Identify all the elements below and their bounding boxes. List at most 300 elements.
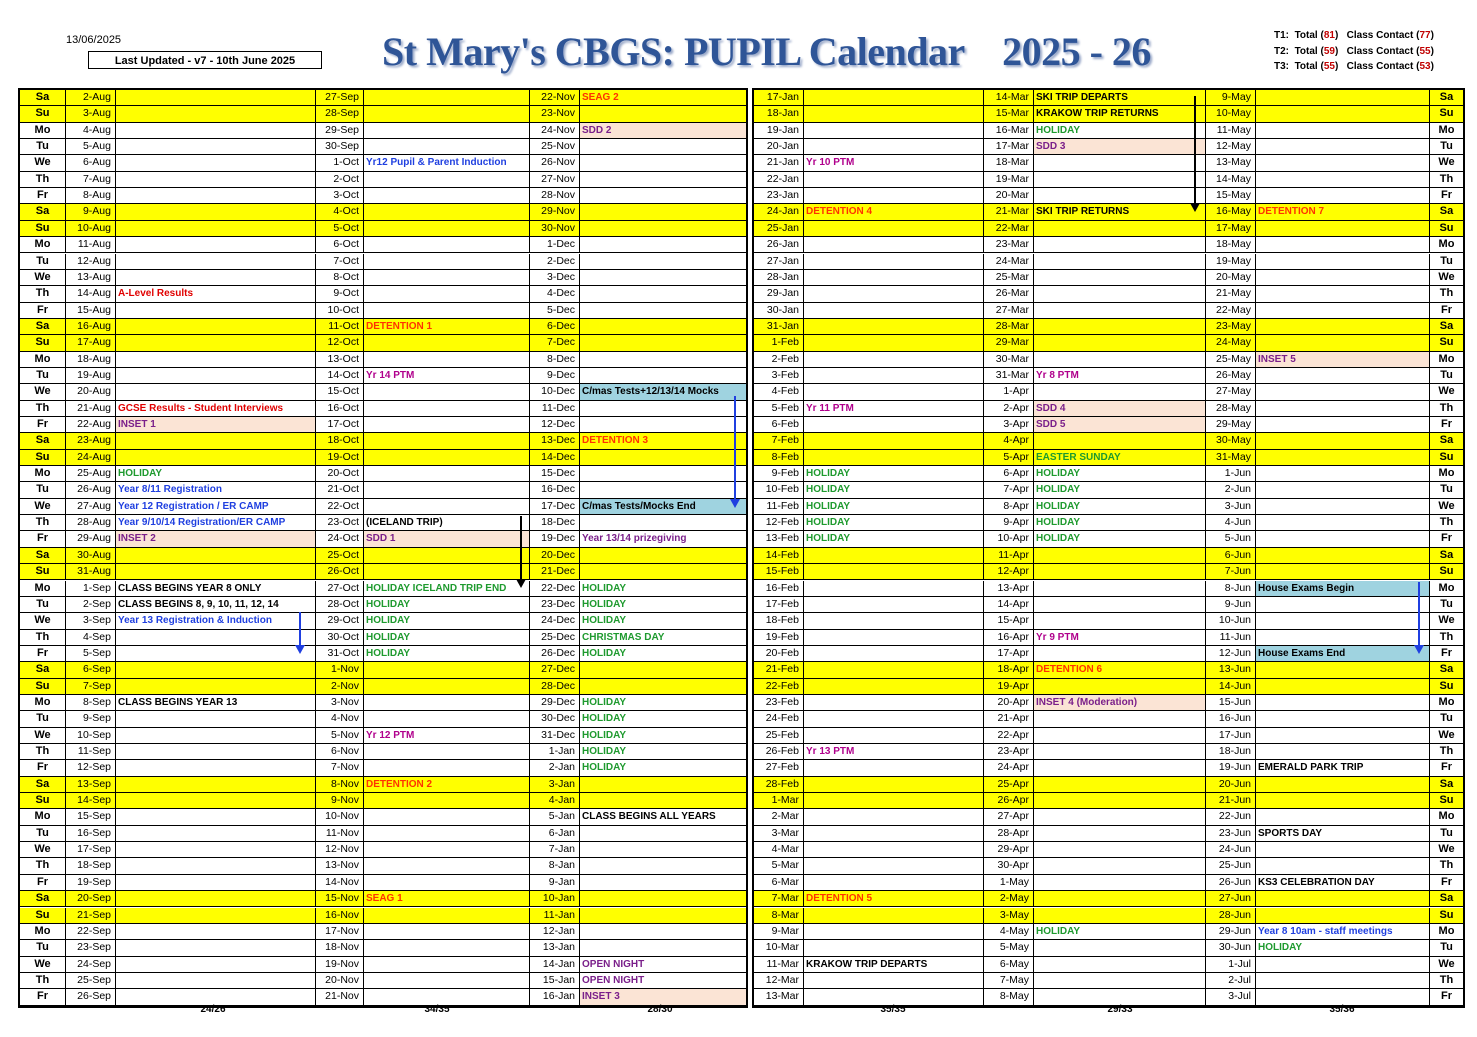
day-cell: Th bbox=[1439, 401, 1454, 414]
term-total-line bbox=[1274, 28, 1434, 44]
page-title: St Mary's CBGS: PUPIL Calendar 2025 - 26 bbox=[382, 29, 1151, 74]
event-cell bbox=[804, 319, 984, 334]
event-cell bbox=[1256, 319, 1430, 334]
span-arrow-icon bbox=[299, 612, 301, 652]
date-cell: 22-Mar bbox=[984, 221, 1034, 236]
table-row bbox=[20, 793, 746, 809]
date-cell: 25-Sep bbox=[66, 973, 116, 988]
event-cell: C/mas Tests+12/13/14 Mocks bbox=[580, 384, 746, 399]
day-cell: Mo bbox=[20, 695, 66, 710]
date-cell: 2-Apr bbox=[984, 401, 1034, 416]
event-cell bbox=[364, 335, 530, 350]
last-updated-box: Last Updated - v7 - 10th June 2025 bbox=[88, 51, 322, 69]
table-row bbox=[754, 139, 1463, 155]
table-row bbox=[20, 842, 746, 858]
day-cell: Sa bbox=[20, 204, 66, 219]
event-cell bbox=[804, 254, 984, 269]
table-row bbox=[20, 499, 746, 515]
event-cell bbox=[364, 221, 530, 236]
date-cell: 18-Aug bbox=[66, 352, 116, 367]
table-row bbox=[754, 973, 1463, 989]
date-cell: 20-Dec bbox=[530, 548, 580, 563]
date-cell: 6-Apr bbox=[984, 466, 1034, 481]
date-cell: 17-Mar bbox=[984, 139, 1034, 154]
date-cell: 9-Jan bbox=[530, 875, 580, 890]
term-total-part bbox=[1338, 61, 1346, 72]
event-cell: HOLIDAY bbox=[1256, 940, 1430, 955]
date-cell: 22-Jun bbox=[1206, 809, 1256, 824]
day-cell: Fr bbox=[1441, 189, 1452, 202]
date-cell: 1-Jan bbox=[530, 744, 580, 759]
date-cell: 14-Dec bbox=[530, 450, 580, 465]
date-cell: 17-Jun bbox=[1206, 728, 1256, 743]
event-cell: Year 13 Registration & Induction bbox=[116, 613, 316, 628]
event-cell bbox=[804, 630, 984, 645]
day-cell: Mo bbox=[20, 466, 66, 481]
event-cell bbox=[804, 384, 984, 399]
event-cell bbox=[116, 858, 316, 873]
date-cell: 29-Mar bbox=[984, 335, 1034, 350]
day-cell: We bbox=[20, 155, 66, 170]
table-row bbox=[754, 613, 1463, 629]
event-cell bbox=[116, 433, 316, 448]
date-cell: 27-Apr bbox=[984, 809, 1034, 824]
event-cell bbox=[364, 352, 530, 367]
date-cell: 2-Jan bbox=[530, 760, 580, 775]
event-cell: Yr 12 PTM bbox=[364, 728, 530, 743]
date-cell: 8-Jun bbox=[1206, 581, 1256, 596]
event-cell bbox=[1256, 531, 1430, 546]
date-cell: 25-Feb bbox=[754, 728, 804, 743]
date-cell: 29-Oct bbox=[316, 613, 364, 628]
table-row bbox=[754, 662, 1463, 678]
date-cell: 31-Dec bbox=[530, 728, 580, 743]
day-cell: Tu bbox=[20, 826, 66, 841]
date-cell: 1-Dec bbox=[530, 237, 580, 252]
event-cell bbox=[1034, 221, 1206, 236]
event-cell bbox=[364, 989, 530, 1004]
table-row bbox=[754, 188, 1463, 204]
day-cell: Sa bbox=[1439, 663, 1454, 676]
date-cell: 3-Jun bbox=[1206, 499, 1256, 514]
event-cell: SKI TRIP DEPARTS bbox=[1034, 90, 1206, 105]
table-row bbox=[754, 254, 1463, 270]
day-cell: We bbox=[20, 270, 66, 285]
event-cell bbox=[1034, 155, 1206, 170]
date-cell: 1-Sep bbox=[66, 581, 116, 596]
date-cell: 29-Jan bbox=[754, 286, 804, 301]
event-cell bbox=[1256, 466, 1430, 481]
event-cell bbox=[580, 155, 746, 170]
event-cell bbox=[580, 940, 746, 955]
event-cell bbox=[804, 908, 984, 923]
day-cell: Th bbox=[1439, 516, 1454, 529]
event-cell bbox=[580, 548, 746, 563]
date-cell: 23-Dec bbox=[530, 597, 580, 612]
event-cell: HOLIDAY bbox=[1034, 499, 1206, 514]
date-cell: 11-Apr bbox=[984, 548, 1034, 563]
date-cell: 23-Mar bbox=[984, 237, 1034, 252]
date-cell: 8-May bbox=[984, 989, 1034, 1004]
date-cell: 8-Oct bbox=[316, 270, 364, 285]
date-cell: 23-Nov bbox=[530, 106, 580, 121]
event-cell bbox=[116, 760, 316, 775]
date-cell: 9-Mar bbox=[754, 924, 804, 939]
event-cell bbox=[1256, 564, 1430, 579]
date-cell: 19-Jan bbox=[754, 123, 804, 138]
date-cell: 4-Feb bbox=[754, 384, 804, 399]
table-row bbox=[20, 106, 746, 122]
date-cell: 5-Jun bbox=[1206, 531, 1256, 546]
day-cell: Tu bbox=[1440, 483, 1453, 496]
date-cell: 9-Feb bbox=[754, 466, 804, 481]
event-cell: SDD 1 bbox=[364, 531, 530, 546]
event-cell bbox=[116, 711, 316, 726]
date-cell: 18-Dec bbox=[530, 515, 580, 530]
event-cell bbox=[1256, 482, 1430, 497]
event-cell bbox=[116, 777, 316, 792]
event-cell: HOLIDAY bbox=[1034, 924, 1206, 939]
event-cell: HOLIDAY bbox=[582, 696, 627, 708]
event-cell bbox=[1256, 548, 1430, 563]
event-cell: HOLIDAY bbox=[364, 630, 530, 645]
event-cell: SKI TRIP RETURNS bbox=[1034, 204, 1206, 219]
event-cell bbox=[364, 254, 530, 269]
date-cell: 24-Nov bbox=[530, 123, 580, 138]
day-cell: We bbox=[1438, 499, 1455, 512]
event-cell bbox=[116, 352, 316, 367]
event-cell bbox=[116, 254, 316, 269]
date-cell: 14-Sep bbox=[66, 793, 116, 808]
event-cell bbox=[116, 744, 316, 759]
event-cell bbox=[364, 842, 530, 857]
event-cell bbox=[580, 482, 746, 497]
event-cell bbox=[580, 237, 746, 252]
day-cell: Mo bbox=[20, 123, 66, 138]
event-cell: HOLIDAY bbox=[1034, 482, 1206, 497]
date-cell: 3-Sep bbox=[66, 613, 116, 628]
table-row bbox=[20, 417, 746, 433]
date-cell: 21-Jan bbox=[754, 155, 804, 170]
date-cell: 10-Oct bbox=[316, 303, 364, 318]
day-cell: Mo bbox=[20, 581, 66, 596]
event-cell bbox=[804, 858, 984, 873]
date-cell: 1-Jul bbox=[1206, 957, 1256, 972]
date-cell: 28-Apr bbox=[984, 826, 1034, 841]
event-cell bbox=[1256, 908, 1430, 923]
date-cell: 2-Nov bbox=[316, 679, 364, 694]
event-cell bbox=[804, 581, 984, 596]
date-cell: 16-Feb bbox=[754, 581, 804, 596]
date-cell: 14-May bbox=[1206, 172, 1256, 187]
event-cell bbox=[804, 221, 984, 236]
event-cell bbox=[1256, 123, 1430, 138]
date-cell: 3-Apr bbox=[984, 417, 1034, 432]
table-row bbox=[754, 237, 1463, 253]
date-cell: 1-Mar bbox=[754, 793, 804, 808]
table-row bbox=[754, 760, 1463, 776]
date-cell: 13-Jun bbox=[1206, 662, 1256, 677]
date-cell: 19-Aug bbox=[66, 368, 116, 383]
event-cell bbox=[1256, 597, 1430, 612]
event-cell bbox=[1256, 172, 1430, 187]
event-cell bbox=[804, 564, 984, 579]
date-cell: 17-Sep bbox=[66, 842, 116, 857]
day-cell: We bbox=[20, 613, 66, 628]
date-cell: 5-Sep bbox=[66, 646, 116, 661]
date-cell: 2-Jun bbox=[1206, 482, 1256, 497]
event-cell bbox=[1034, 875, 1206, 890]
date-cell: 24-Jun bbox=[1206, 842, 1256, 857]
event-cell: EASTER SUNDAY bbox=[1034, 450, 1206, 465]
event-cell: HOLIDAY bbox=[116, 466, 316, 481]
date-cell: 13-Dec bbox=[530, 433, 580, 448]
date-cell: 9-Aug bbox=[66, 204, 116, 219]
event-cell bbox=[804, 270, 984, 285]
date-cell: 12-Jun bbox=[1206, 646, 1256, 661]
table-row bbox=[754, 858, 1463, 874]
date-cell: 18-Sep bbox=[66, 858, 116, 873]
event-cell bbox=[804, 875, 984, 890]
date-cell: 1-Oct bbox=[316, 155, 364, 170]
date-cell: 22-Aug bbox=[66, 417, 116, 432]
table-row bbox=[754, 172, 1463, 188]
event-cell: HOLIDAY bbox=[364, 597, 530, 612]
day-cell: Fr bbox=[1441, 646, 1452, 659]
day-cell: Mo bbox=[1438, 467, 1455, 480]
table-row bbox=[20, 581, 746, 597]
event-cell bbox=[580, 319, 746, 334]
date-cell: 12-Oct bbox=[316, 335, 364, 350]
event-cell: HOLIDAY bbox=[582, 647, 627, 659]
date-cell: 1-May bbox=[984, 875, 1034, 890]
table-row bbox=[20, 662, 746, 678]
date-cell: 20-Mar bbox=[984, 188, 1034, 203]
column-footer: 34/35 bbox=[424, 1004, 450, 1015]
date-cell: 26-Aug bbox=[66, 482, 116, 497]
event-cell bbox=[580, 270, 746, 285]
event-cell bbox=[1034, 319, 1206, 334]
event-cell bbox=[804, 842, 984, 857]
date-cell: 17-May bbox=[1206, 221, 1256, 236]
date-cell: 7-May bbox=[984, 973, 1034, 988]
event-cell bbox=[804, 352, 984, 367]
table-row bbox=[20, 940, 746, 956]
event-cell bbox=[364, 237, 530, 252]
event-cell bbox=[116, 989, 316, 1004]
event-cell bbox=[364, 188, 530, 203]
date-cell: 13-Aug bbox=[66, 270, 116, 285]
date-cell: 27-Dec bbox=[530, 662, 580, 677]
date-cell: 10-Nov bbox=[316, 809, 364, 824]
date-cell: 4-Oct bbox=[316, 204, 364, 219]
table-row bbox=[754, 908, 1463, 924]
date-cell: 11-Aug bbox=[66, 237, 116, 252]
table-row bbox=[754, 581, 1463, 597]
event-cell: HOLIDAY bbox=[804, 515, 984, 530]
date-cell: 26-Mar bbox=[984, 286, 1034, 301]
event-cell bbox=[364, 384, 530, 399]
day-cell: We bbox=[20, 728, 66, 743]
date-cell: 15-Apr bbox=[984, 613, 1034, 628]
date-cell: 5-Mar bbox=[754, 858, 804, 873]
date-cell: 27-Aug bbox=[66, 499, 116, 514]
date-cell: 12-Sep bbox=[66, 760, 116, 775]
event-cell bbox=[804, 662, 984, 677]
date-cell: 9-Apr bbox=[984, 515, 1034, 530]
day-cell: Sa bbox=[20, 662, 66, 677]
event-cell bbox=[1256, 662, 1430, 677]
date-cell: 30-Jun bbox=[1206, 940, 1256, 955]
table-row bbox=[754, 531, 1463, 547]
table-row bbox=[20, 826, 746, 842]
day-cell: Su bbox=[1439, 565, 1454, 578]
table-row bbox=[754, 548, 1463, 564]
event-cell bbox=[1256, 744, 1430, 759]
date-cell: 15-Nov bbox=[316, 891, 364, 906]
date-cell: 18-Jun bbox=[1206, 744, 1256, 759]
date-cell: 23-Feb bbox=[754, 695, 804, 710]
event-cell bbox=[1034, 335, 1206, 350]
date-cell: 6-Jan bbox=[530, 826, 580, 841]
event-cell bbox=[116, 237, 316, 252]
date-cell: 25-Aug bbox=[66, 466, 116, 481]
date-cell: 25-Apr bbox=[984, 777, 1034, 792]
date-cell: 23-Jan bbox=[754, 188, 804, 203]
event-cell bbox=[1034, 172, 1206, 187]
date-cell: 21-Feb bbox=[754, 662, 804, 677]
event-cell: Year 8 10am - staff meetings bbox=[1256, 924, 1430, 939]
date-cell: 15-Jan bbox=[530, 973, 580, 988]
event-cell bbox=[1034, 352, 1206, 367]
day-cell: Sa bbox=[1439, 205, 1454, 218]
event-cell: DETENTION 5 bbox=[804, 891, 984, 906]
date-cell: 5-Nov bbox=[316, 728, 364, 743]
date-cell: 30-Sep bbox=[316, 139, 364, 154]
event-cell: HOLIDAY bbox=[804, 531, 984, 546]
date-cell: 15-Dec bbox=[530, 466, 580, 481]
event-cell bbox=[580, 254, 746, 269]
day-cell: Th bbox=[20, 286, 66, 301]
date-cell: 20-May bbox=[1206, 270, 1256, 285]
event-cell bbox=[364, 401, 530, 416]
day-cell: Su bbox=[1439, 336, 1454, 349]
term-total-part: Total ( bbox=[1294, 61, 1324, 72]
table-row bbox=[20, 368, 746, 384]
date-cell: 31-Aug bbox=[66, 564, 116, 579]
date-cell: 29-Nov bbox=[530, 204, 580, 219]
date-cell: 24-Mar bbox=[984, 254, 1034, 269]
event-cell bbox=[804, 548, 984, 563]
day-cell: Tu bbox=[1440, 597, 1453, 610]
event-cell bbox=[580, 515, 746, 530]
event-cell bbox=[364, 286, 530, 301]
event-cell bbox=[1256, 254, 1430, 269]
event-cell bbox=[364, 662, 530, 677]
date-cell: 7-Jan bbox=[530, 842, 580, 857]
date-cell: 16-May bbox=[1206, 204, 1256, 219]
event-cell bbox=[580, 352, 746, 367]
day-cell: Su bbox=[1439, 107, 1454, 120]
event-cell bbox=[804, 695, 984, 710]
day-cell: We bbox=[20, 384, 66, 399]
event-cell bbox=[1034, 237, 1206, 252]
date-cell: 22-Oct bbox=[316, 499, 364, 514]
event-cell bbox=[1034, 809, 1206, 824]
event-cell bbox=[1256, 793, 1430, 808]
table-row bbox=[754, 630, 1463, 646]
date-cell: 9-Dec bbox=[530, 368, 580, 383]
date-cell: 27-Jan bbox=[754, 254, 804, 269]
date-cell: 2-Mar bbox=[754, 809, 804, 824]
date-cell: 5-Jan bbox=[530, 809, 580, 824]
day-cell: Su bbox=[20, 221, 66, 236]
event-cell bbox=[580, 286, 746, 301]
calendar-block bbox=[18, 88, 748, 1008]
table-row bbox=[20, 303, 746, 319]
table-row bbox=[754, 875, 1463, 891]
date-cell: 24-Sep bbox=[66, 957, 116, 972]
event-cell bbox=[1256, 989, 1430, 1004]
date-cell: 9-Jun bbox=[1206, 597, 1256, 612]
event-cell bbox=[580, 908, 746, 923]
day-cell: Sa bbox=[20, 433, 66, 448]
term-total-part: Class Contact ( bbox=[1346, 30, 1420, 41]
date-cell: 5-Oct bbox=[316, 221, 364, 236]
date-cell: 11-Nov bbox=[316, 826, 364, 841]
event-cell bbox=[116, 957, 316, 972]
day-cell: Tu bbox=[1440, 254, 1453, 267]
event-cell bbox=[1256, 335, 1430, 350]
term-total-part: Class Contact ( bbox=[1346, 61, 1420, 72]
event-cell: KRAKOW TRIP RETURNS bbox=[1034, 106, 1206, 121]
date-cell: 26-May bbox=[1206, 368, 1256, 383]
date-cell: 27-Mar bbox=[984, 303, 1034, 318]
event-cell: DETENTION 3 bbox=[582, 435, 649, 447]
date-cell: 10-Apr bbox=[984, 531, 1034, 546]
date-cell: 19-Mar bbox=[984, 172, 1034, 187]
event-cell bbox=[1034, 384, 1206, 399]
date-cell: 20-Feb bbox=[754, 646, 804, 661]
day-cell: Mo bbox=[20, 809, 66, 824]
table-row bbox=[20, 711, 746, 727]
date-cell: 18-May bbox=[1206, 237, 1256, 252]
day-cell: Mo bbox=[1438, 123, 1455, 136]
date-cell: 14-Feb bbox=[754, 548, 804, 563]
date-cell: 30-Nov bbox=[530, 221, 580, 236]
event-cell bbox=[580, 106, 746, 121]
date-cell: 16-Dec bbox=[530, 482, 580, 497]
date-cell: 22-Apr bbox=[984, 728, 1034, 743]
date-cell: 28-Jun bbox=[1206, 908, 1256, 923]
event-cell bbox=[364, 940, 530, 955]
date-cell: 29-Jun bbox=[1206, 924, 1256, 939]
date-cell: 8-Feb bbox=[754, 450, 804, 465]
date-cell: 19-Sep bbox=[66, 875, 116, 890]
event-cell bbox=[804, 826, 984, 841]
date-cell: 24-Oct bbox=[316, 531, 364, 546]
event-cell bbox=[116, 662, 316, 677]
table-row bbox=[20, 858, 746, 874]
day-cell: Su bbox=[1439, 450, 1454, 463]
event-cell bbox=[1034, 270, 1206, 285]
table-row bbox=[20, 891, 746, 907]
date-cell: 15-May bbox=[1206, 188, 1256, 203]
date-cell: 8-Apr bbox=[984, 499, 1034, 514]
table-row bbox=[20, 515, 746, 531]
date-cell: 16-Mar bbox=[984, 123, 1034, 138]
event-cell bbox=[364, 433, 530, 448]
